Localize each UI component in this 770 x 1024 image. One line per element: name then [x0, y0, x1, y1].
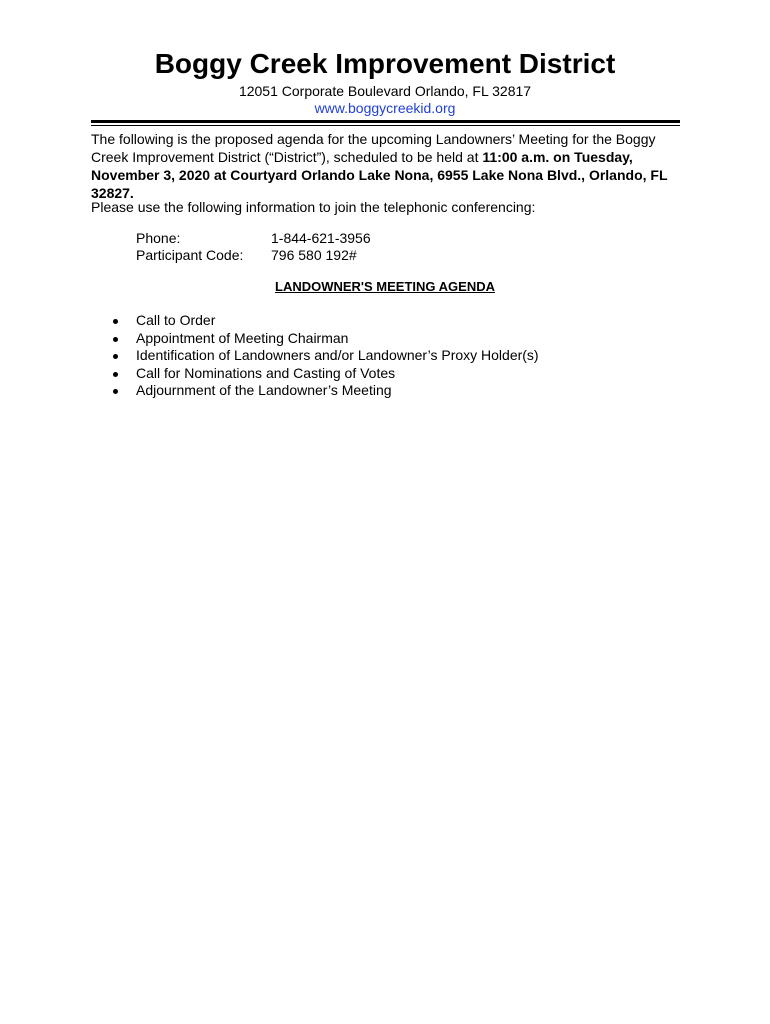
bullet-icon [113, 337, 118, 342]
agenda-item-text: Adjournment of the Landowner’s Meeting [136, 382, 392, 398]
bullet-icon [113, 389, 118, 394]
agenda-item [110, 330, 539, 348]
agenda-item [110, 347, 539, 365]
bullet-icon [113, 319, 118, 324]
bullet-icon [113, 372, 118, 377]
agenda-item-text: Call for Nominations and Casting of Votes [136, 364, 396, 381]
participant-code-value: 796 580 192# [271, 247, 357, 263]
agenda-list [110, 312, 539, 400]
phone-value: 1-844-621-3956 [271, 230, 371, 246]
district-address: 12051 Corporate Boulevard Orlando, FL 32817 [238, 83, 532, 99]
agenda-item [110, 312, 539, 330]
agenda-item-text: Call to Order [136, 312, 216, 328]
intro-text: The following is the proposed agenda for the upcoming Landowners’ Meeting for the Boggy Creek Improvement District (“District”), scheduled to be held at [91, 131, 656, 165]
intro-bold-details: 11:00 a.m. on Tuesday, November 3, 2020 at Courtyard Orlando Lake Nona, 6955 Lake Nona Blvd., Orlando, FL 32827. [91, 149, 668, 201]
header-rule-thick [91, 120, 680, 123]
agenda-item [110, 365, 539, 383]
conferencing-note: Please use the following information to join the telephonic conferencing: [91, 199, 536, 215]
document-title: Boggy Creek Improvement District [154, 48, 616, 79]
participant-code-label: Participant Code: [136, 247, 244, 263]
agenda-item-text: Identification of Landowners and/or Landowner’s Proxy Holder(s) [136, 347, 539, 363]
agenda-item-text: Appointment of Meeting Chairman [136, 329, 349, 346]
agenda-item [110, 382, 539, 400]
agenda-heading: LANDOWNER'S MEETING AGENDA [275, 279, 495, 294]
bullet-icon [113, 354, 118, 359]
intro-paragraph [91, 130, 683, 202]
phone-label: Phone: [136, 230, 181, 246]
header-rule-thin [91, 125, 680, 126]
website-link[interactable]: www.boggycreekid.org [314, 100, 456, 116]
